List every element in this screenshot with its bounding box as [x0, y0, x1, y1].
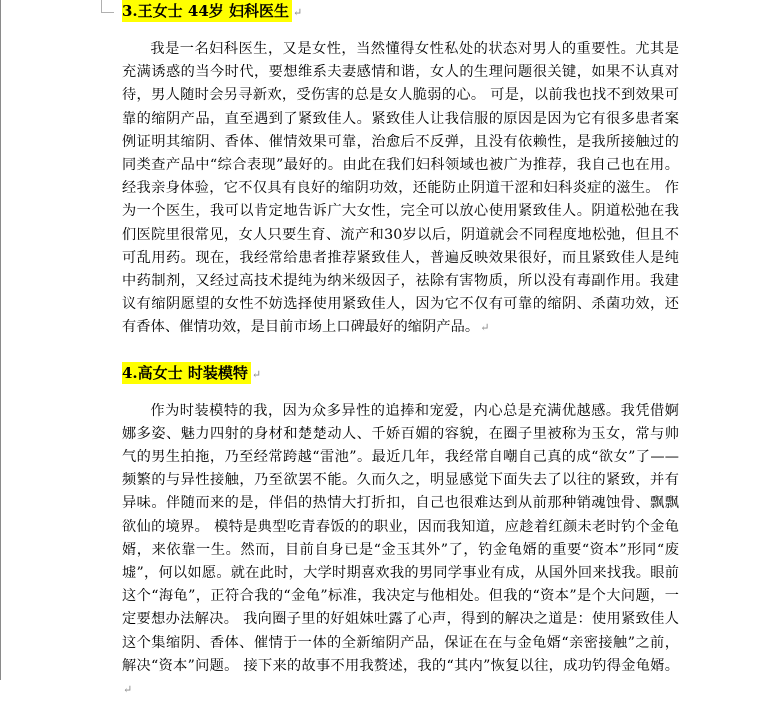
section-paragraph	[122, 400, 679, 701]
section-heading-row	[122, 0, 679, 22]
section-paragraph-text: 作为时装模特的我，因为众多异性的追捧和宠爱，内心总是充满优越感。我凭借婀娜多姿、魅力四射的身材和楚楚动人、千娇百媚的容貌，在圈子里被称为玉女，常与帅气的男生拍拖，乃至经常跨越“雷池”。最近几年，我经常自嘲自己真的成“欲女”了——频繁的与异性接触，乃至欲罢不能。久而久之，明显感觉下面失去了以往的紧致，并有异味。伴随而来的是，伴侣的热情大打折扣，自己也很难达到从前那种销魂蚀骨、飘飘欲仙的境界。 模特是典型吃青春饭的的职业，因而我知道，应趁着红颜未老时钓个金龟婿，来依靠一生。然而，目前自身已是“金玉其外”了，钓金龟婿的重要“资本”形同“废墟”，何以如愿。就在此时，大学时期喜欢我的男同学事业有成，从国外回来找我。眼前这个“海龟”，正符合我的“金龟”标准，我决定与他相处。但我的“资本”是个大问题，一定要想办法解决。 我向圈子里的好姐妹吐露了心声，得到的解决之道是：使用紧致佳人这个集缩阴、香体、催情于一体的全新缩阴产品，保证在在与金龟婿“亲密接触”之前，解决“资本”问题。 接下来的故事不用我赘述，我的“其内”恢复以往，成功钓得金龟婿。	[122, 402, 679, 674]
section-heading: 3.王女士 44岁 妇科医生	[122, 0, 292, 22]
section-paragraph-text: 我是一名妇科医生，又是女性，当然懂得女性私处的状态对男人的重要性。尤其是充满诱惑的当今时代，要想维系夫妻感情和谐，女人的生理问题很关键，如果不认真对待，男人随时会另寻新欢，受伤害的总是女人脆弱的心。 可是，以前我也找不到效果可靠的缩阴产品，直至遇到了紧致佳人。紧致佳人让我信服的原因是因为它有很多患者案例证明其缩阴、香体、催情效果可靠，治愈后不反弹，且没有依赖性，是我所接触过的同类查产品中“综合表现”最好的。由此在我们妇科领域也被广为推荐，我自己也在用。经我亲身体验，它不仅具有良好的缩阴功效，还能防止阴道干涩和妇科炎症的滋生。 作为一个医生，我可以肯定地告诉广大女性，完全可以放心使用紧致佳人。阴道松弛在我们医院里很常见，女人只要生育、流产和30岁以后，阴道就会不同程度地松弛，但且不可乱用药。现在，我经常给患者推荐紧致佳人，普遍反映效果很好，而且紧致佳人是纯中药制剂，又经过高技术提纯为纳米级因子，祛除有害物质，所以没有毒副作用。我建议有缩阴愿望的女性不妨选择使用紧致佳人，因为它不仅有可靠的缩阴、杀菌功效，还有香体、催情功效，是目前市场上口碑最好的缩阴产品。	[122, 41, 679, 336]
section-heading-row	[122, 362, 679, 384]
paragraph-mark-icon: ↵	[123, 683, 133, 697]
section-heading: 4.高女士 时装模特	[122, 362, 251, 384]
paragraph-mark-icon: ↵	[480, 321, 490, 335]
margin-corner-mark	[101, 0, 114, 13]
document-body	[122, 0, 679, 701]
paragraph-mark-icon: ↵	[251, 367, 262, 381]
paragraph-mark-icon: ↵	[292, 6, 303, 19]
section-paragraph	[122, 38, 679, 340]
